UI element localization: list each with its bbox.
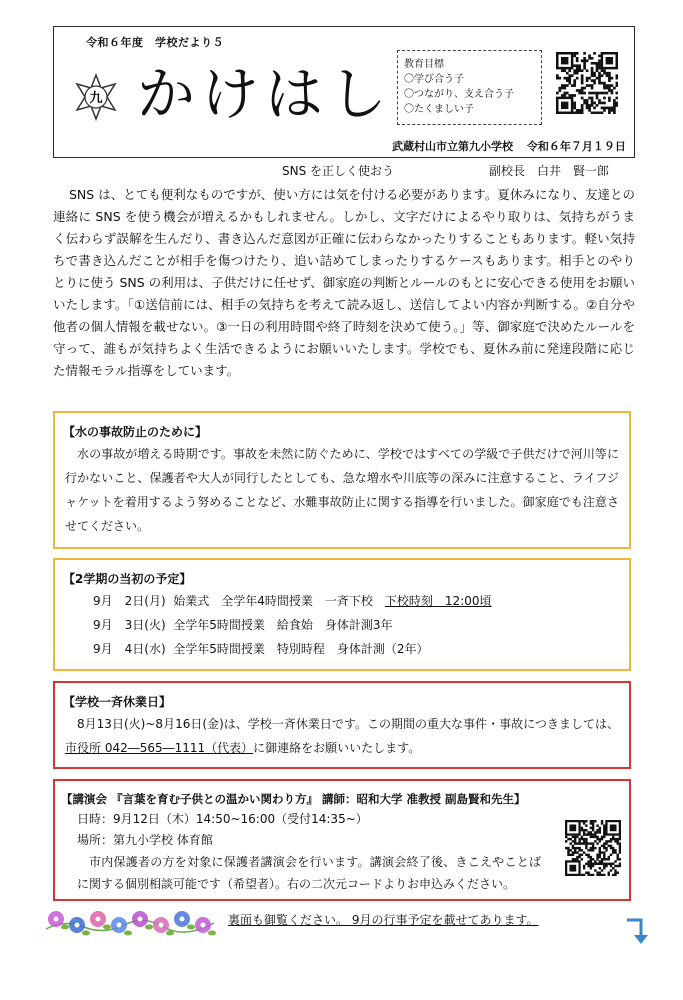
footer-note: 裏面も御覧ください。 9月の行事予定を載せてあります。 [228,913,539,927]
emblem-char: 九 [89,91,103,106]
qr-code-icon[interactable] [565,820,621,876]
goal-item: 〇つながり、支え合う子 [404,89,514,100]
article-body: SNS は、とても便利なものですが、使い方には気を付ける必要があります。夏休みになり、友達との連絡に SNS を使う機会が増えるかもしれません。しかし、文字だけによるやり取りは、気持ちがうまく伝わらず誤解を生んだり、書き込んだ意図が正確に伝わらなかったりすることもあります。軽い気持ちで書き込んだことが相手を傷つけたり、追い詰めてしまったりするケースもあります。相手とのやりとりに使う SNS の利用は、子供だけに任せず、御家庭の判断とルールのもとに安心できる使用をお願いいたします。「①送信前には、相手の気持ちを考えて読み返し、送信してよい内容か判断する。②自分や他者の個人情報を載せない。③一日の利用時間や終了時刻を決めて使う。」等、御家庭で決めたルールを守って、誰もが気持ちよく生活できるようにお願いいたします。学校でも、夏休み前に発達段階に応じた情報モラル指導をしています。 [53,187,635,378]
holiday-text: 8月13日(火)~8月16日(金)は、学校一斉休業日です。この期間の重大な事件・事故につきましては、市役所 042―565―1111（代表）に御連絡をお願いいたします。 [65,717,619,755]
newsletter-subtitle: 令和６年度 学校だより５ [86,36,224,49]
water-safety-box [53,411,631,549]
education-goals-box [397,50,542,125]
lecture-datetime: 日時：9月12日（木）14:50~16:00（受付14:35~） [77,812,368,826]
schedule-row [55,589,629,613]
schedule-box [53,558,631,671]
article-author: 副校長 白井 賢一郎 [489,164,610,178]
schedule-text: 始業式 全学年4時間授業 一斉下校 [173,594,385,608]
schedule-date: 9月 2日(月) [93,594,166,608]
holiday-heading: 【学校一斉休業日】 [63,695,172,709]
newsletter-title: かけはし [137,60,394,128]
school-holiday-box [53,681,631,769]
lecture-place: 場所：第九小学校 体育館 [77,833,213,847]
goals-label: 教育目標 [404,59,444,70]
issue-date: 令和６年７月１９日 [526,140,626,153]
schedule-row [55,637,629,661]
schedule-note: 下校時刻 12:00頃 [384,594,492,608]
article-title: SNS を正しく使おう [282,164,395,178]
qr-code-icon[interactable] [556,52,618,114]
lecture-heading: 【講演会 『言葉を育む子供との温かい関わり方』 講師：昭和大学 准教授 副島賢和先生】 [61,792,526,806]
morning-glory-decoration-icon [44,905,216,939]
schedule-date: 9月 3日(火) [93,618,166,632]
schedule-heading: 【2学期の当初の予定】 [63,572,192,586]
water-safety-heading: 【水の事故防止のために】 [63,425,208,439]
lecture-box [53,779,631,901]
lecture-text: 市内保護者の方を対象に保護者講演会を行います。講演会終了後、きこえやことばに関する個別相談可能です（希望者）。右の二次元コードよりお申込みください。 [77,855,541,891]
city-office-contact: 市役所 042―565―1111（代表） [65,741,254,755]
school-name: 武蔵村山市立第九小学校 [392,140,513,153]
school-and-date [392,138,626,154]
schedule-text: 全学年5時間授業 特別時程 身体計測（2年） [173,642,429,656]
schedule-row [55,613,629,637]
school-emblem-icon [71,72,121,122]
goal-item: 〇学び合う子 [404,74,464,85]
goal-item: 〇たくましい子 [404,104,474,115]
turn-page-arrow-icon[interactable] [625,917,649,945]
water-safety-text: 水の事故が増える時期です。事故を未然に防ぐために、学校ではすべての学級で子供だけで河川等に行かないこと、保護者や大人が同行したとしても、急な増水や川底等の深みに注意すること、ライフジャケットを着用するよう努めることなど、水難事故防止に関する指導を行いました。御家庭でも注意させてください。 [65,447,619,533]
schedule-text: 全学年5時間授業 給食始 身体計測3年 [173,618,393,632]
schedule-date: 9月 4日(水) [93,642,166,656]
